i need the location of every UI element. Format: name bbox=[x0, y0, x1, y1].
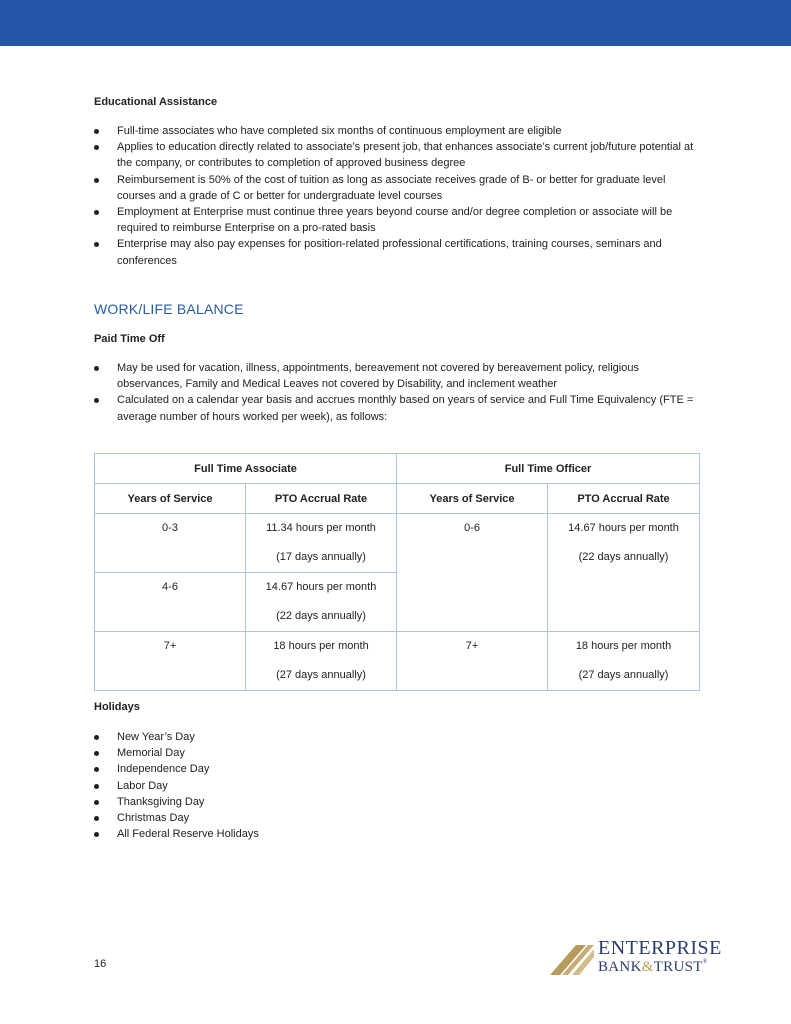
table-row bbox=[95, 632, 700, 691]
table-cell: 7+ bbox=[397, 632, 548, 691]
header-bar bbox=[0, 0, 791, 46]
holidays-heading: Holidays bbox=[94, 701, 140, 713]
associate-rate-header: PTO Accrual Rate bbox=[246, 484, 397, 514]
table-cell: 0-3 bbox=[95, 514, 246, 573]
list-item: Thanksgiving Day bbox=[94, 794, 694, 810]
table-cell: 7+ bbox=[95, 632, 246, 691]
logo-wordmark-bank-trust: BANK&TRUST® bbox=[598, 959, 708, 975]
table-cell: 11.34 hours per month (17 days annually) bbox=[246, 514, 397, 573]
logo-wordmark-enterprise: ENTERPRISE bbox=[598, 937, 722, 959]
pto-accrual-table bbox=[94, 453, 700, 691]
full-time-associate-header: Full Time Associate bbox=[95, 454, 397, 484]
list-item: Labor Day bbox=[94, 778, 694, 794]
work-life-balance-title: WORK/LIFE BALANCE bbox=[94, 301, 244, 317]
list-item: Christmas Day bbox=[94, 810, 694, 826]
list-item: Applies to education directly related to associate’s present job, that enhances associate’s current job/future potential at the company, or contributes to completion of approved business degree bbox=[94, 139, 694, 171]
table-cell: 18 hours per month (27 days annually) bbox=[246, 632, 397, 691]
table-cell: 0-6 bbox=[397, 514, 548, 632]
list-item: Independence Day bbox=[94, 761, 694, 777]
table-cell: 14.67 hours per month (22 days annually) bbox=[246, 573, 397, 632]
table-row bbox=[95, 514, 700, 573]
table-cell: 4-6 bbox=[95, 573, 246, 632]
list-item: Memorial Day bbox=[94, 745, 694, 761]
list-item: Employment at Enterprise must continue three years beyond course and/or degree completion or associate will be required to reimburse Enterprise on a pro-rated basis bbox=[94, 204, 694, 236]
list-item: All Federal Reserve Holidays bbox=[94, 826, 694, 842]
paid-time-off-heading: Paid Time Off bbox=[94, 333, 165, 345]
officer-years-header: Years of Service bbox=[397, 484, 548, 514]
table-cell: 14.67 hours per month (22 days annually) bbox=[548, 514, 700, 632]
officer-rate-header: PTO Accrual Rate bbox=[548, 484, 700, 514]
list-item: May be used for vacation, illness, appointments, bereavement not covered by bereavement policy, religious observances, Family and Medical Leaves not covered by Disability, and inclement weather bbox=[94, 360, 694, 392]
table-cell: 18 hours per month (27 days annually) bbox=[548, 632, 700, 691]
page-number: 16 bbox=[94, 958, 107, 970]
holidays-list bbox=[94, 729, 694, 842]
pto-bullet-list bbox=[94, 360, 694, 425]
full-time-officer-header: Full Time Officer bbox=[397, 454, 700, 484]
list-item: New Year’s Day bbox=[94, 729, 694, 745]
list-item: Calculated on a calendar year basis and accrues monthly based on years of service and Full Time Equivalency (FTE = average number of hours worked per week), as follows: bbox=[94, 392, 694, 424]
educational-assistance-heading: Educational Assistance bbox=[94, 96, 218, 108]
associate-years-header: Years of Service bbox=[95, 484, 246, 514]
list-item: Full-time associates who have completed six months of continuous employment are eligible bbox=[94, 123, 694, 139]
list-item: Enterprise may also pay expenses for position-related professional certifications, training courses, seminars and conferences bbox=[94, 236, 694, 268]
list-item: Reimbursement is 50% of the cost of tuition as long as associate receives grade of B- or better for graduate level courses and a grade of C or better for undergraduate level courses bbox=[94, 172, 694, 204]
education-bullet-list bbox=[94, 123, 694, 269]
